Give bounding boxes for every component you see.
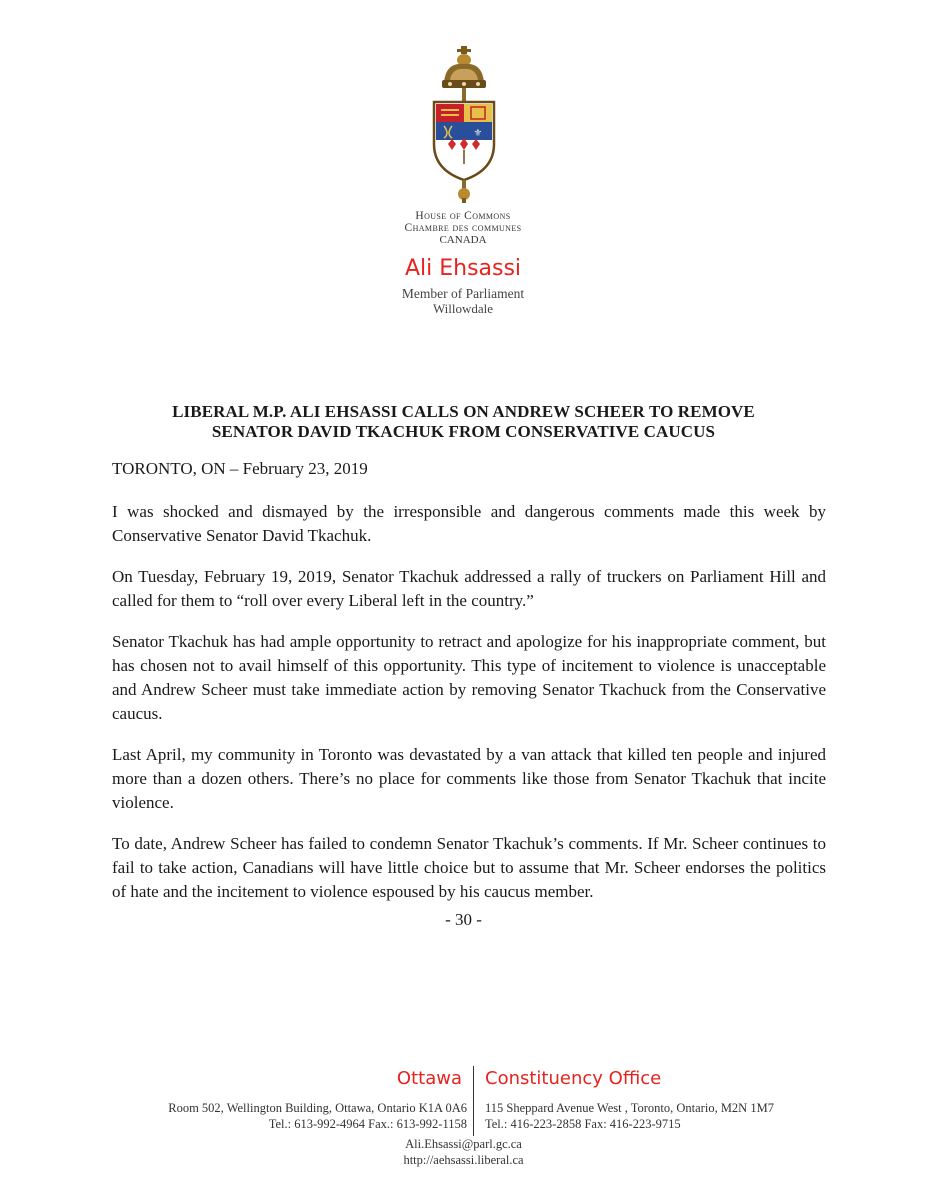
ottawa-heading: Ottawa bbox=[396, 1068, 462, 1089]
house-name-english: House of Commons bbox=[415, 210, 511, 222]
house-name-french: Chambre des communes bbox=[404, 222, 522, 234]
dateline: TORONTO, ON – February 23, 2019 bbox=[112, 459, 368, 478]
headline-line-2: SENATOR DAVID TKACHUK FROM CONSERVATIVE CAUCUS bbox=[211, 422, 716, 441]
headline-line-1: LIBERAL M.P. ALI EHSASSI CALLS ON ANDREW SCHEER TO REMOVE bbox=[172, 402, 755, 421]
mp-name: Ali Ehsassi bbox=[404, 256, 522, 281]
paragraph: On Tuesday, February 19, 2019, Senator Tkachuk addressed a rally of truckers on Parliament Hill and called for them to “roll over every Liberal left in the country.” bbox=[112, 567, 826, 610]
constituency-office-block bbox=[485, 1100, 774, 1132]
website-link[interactable]: http://aehsassi.liberal.ca bbox=[403, 1153, 524, 1167]
contact-block bbox=[0, 1136, 927, 1168]
constituency-heading: Constituency Office bbox=[485, 1068, 662, 1089]
mp-riding: Willowdale bbox=[432, 301, 494, 316]
paragraph: I was shocked and dismayed by the irresponsible and dangerous comments made this week by Conservative Senator David Tkachuk. bbox=[112, 502, 826, 545]
paragraph: Last April, my community in Toronto was devastated by a van attack that killed ten people and injured more than a dozen others. There’s no place for comments like those from Senator Tkachuk that incite violence. bbox=[112, 745, 826, 812]
end-mark: - 30 - bbox=[445, 910, 482, 929]
country-name: CANADA bbox=[439, 234, 487, 246]
constituency-phone: Tel.: 416-223-2858 Fax: 416-223-9715 bbox=[485, 1117, 681, 1131]
ottawa-phone: Tel.: 613-992-4964 Fax.: 613-992-1158 bbox=[268, 1117, 467, 1131]
constituency-address: 115 Sheppard Avenue West , Toronto, Ontario, M2N 1M7 bbox=[485, 1101, 774, 1115]
svg-text:⚜: ⚜ bbox=[473, 128, 483, 139]
release-body bbox=[112, 500, 826, 921]
footer-headings bbox=[0, 1067, 927, 1093]
paragraph: To date, Andrew Scheer has failed to condemn Senator Tkachuk’s comments. If Mr. Scheer continues to fail to take action, Canadians will have little choice but to assume that Mr. Scheer endorses the politics of hate and the incitement to violence espoused by his caucus member. bbox=[112, 834, 826, 901]
paragraph: Senator Tkachuk has had ample opportunity to retract and apologize for his inappropriate comment, but has chosen not to avail himself of this opportunity. This type of incitement to violence is unacceptable and Andrew Scheer must take immediate action by removing Senator Tkachuck from the Conservative caucus. bbox=[112, 632, 826, 723]
ottawa-office-block bbox=[168, 1100, 467, 1132]
mp-role: Member of Parliament bbox=[401, 286, 525, 301]
press-release-headline bbox=[110, 402, 817, 442]
house-of-commons-crest-icon bbox=[428, 44, 500, 204]
letterhead bbox=[313, 210, 613, 316]
ottawa-address: Room 502, Wellington Building, Ottawa, Ontario K1A 0A6 bbox=[168, 1101, 467, 1115]
footer-divider bbox=[473, 1066, 474, 1136]
email-link[interactable]: Ali.Ehsassi@parl.gc.ca bbox=[405, 1137, 522, 1151]
